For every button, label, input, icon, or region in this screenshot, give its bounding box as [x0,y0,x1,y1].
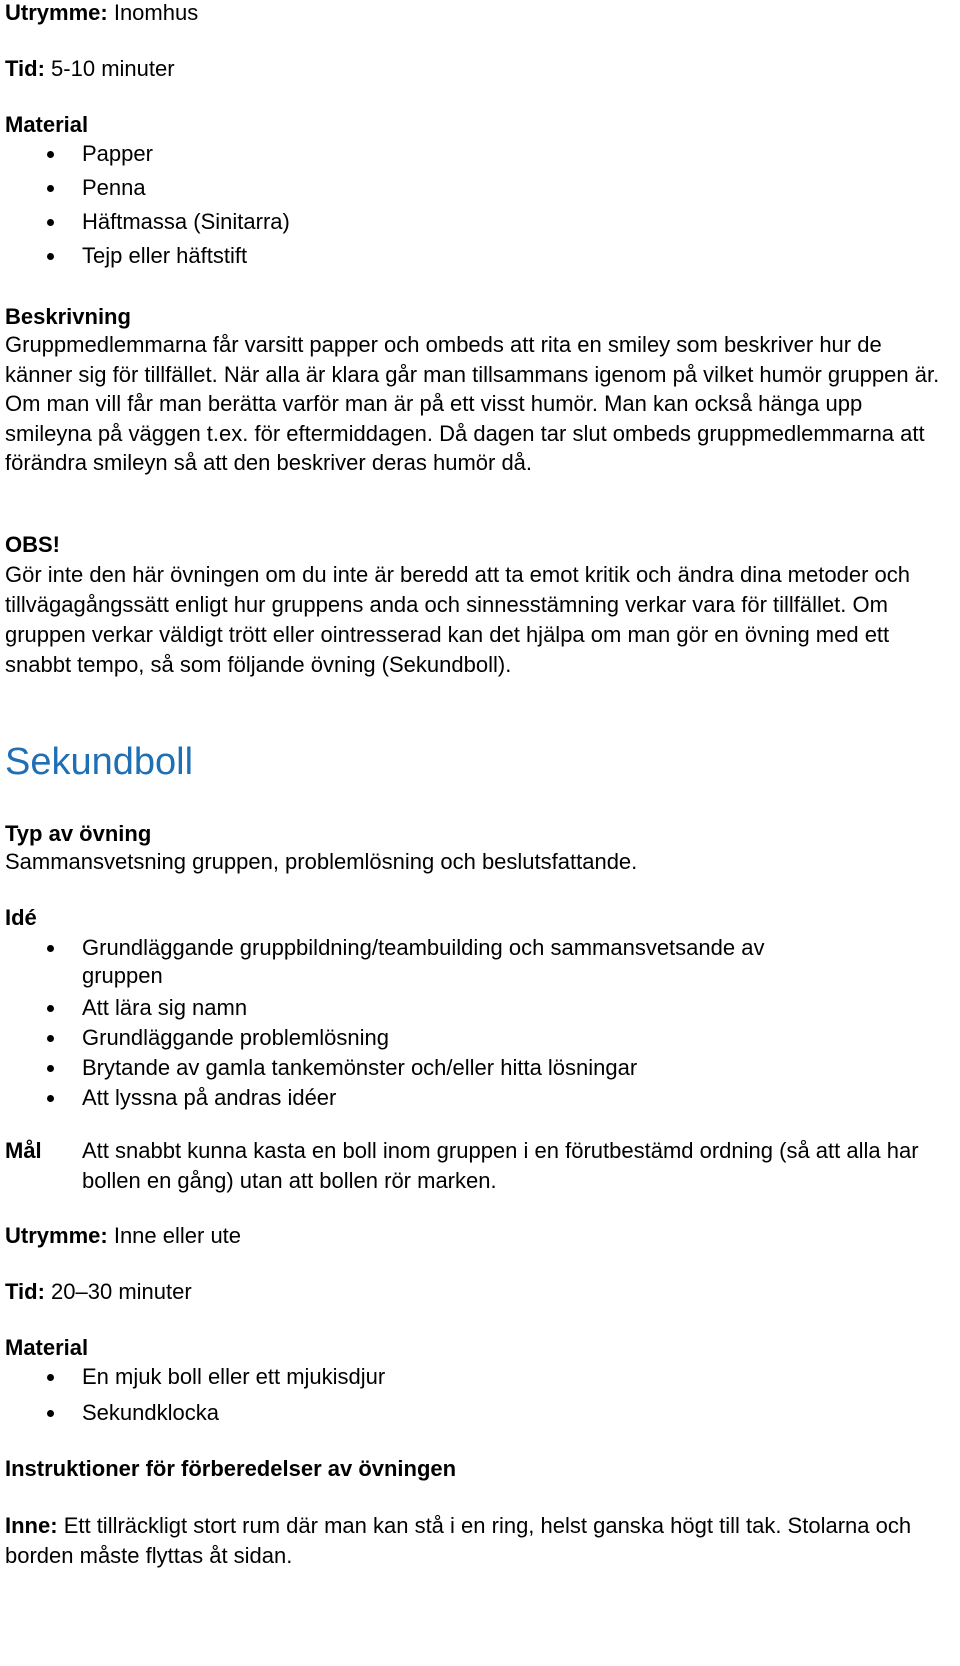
material-heading-2: Material [5,1335,89,1360]
obs-heading: OBS! [5,532,60,557]
bullet-icon [47,1095,54,1102]
tid-label: Tid: [5,1279,45,1304]
utrymme-value: Inne eller ute [113,1223,242,1248]
material-list-2 [5,1364,385,1434]
inne-paragraph [5,1511,950,1570]
list-item: Tejp eller häftstift [5,243,290,277]
bullet-icon [47,185,54,192]
beskrivning-text: Gruppmedlemmarna får varsitt papper och ombeds att rita en smiley som beskriver hur de känner sig för tillfället. När alla är klara går man tillsammans igenom på vilket humör gruppen är. Om man vill får man berätta varför man är på ett visst humör. Man kan också hänga upp smileyna på väggen t.ex. för eftermiddagen. Då dagen tar slut ombeds gruppmedlemmarna att förändra smileyn så att den beskriver deras humör då. [5,332,940,475]
utrymme-label: Utrymme: [5,1223,108,1248]
list-item: Grundläggande problemlösning [5,1025,764,1055]
typ-value: Sammansvetsning gruppen, problemlösning och beslutsfattande. [5,849,638,874]
list-item: Penna [5,175,290,209]
section-heading: Sekundboll [5,741,194,783]
tid-value: 20–30 minuter [51,1279,192,1304]
inne-text: Ett tillräckligt stort rum där man kan stå i en ring, helst ganska högt till tak. Stolarna och borden måste flyttas åt sidan. [5,1513,912,1568]
list-item: Sekundklocka [5,1400,385,1434]
obs-text: Gör inte den här övningen om du inte är beredd att ta emot kritik och ändra dina metoder och tillvägagångssätt enligt hur gruppens anda och sinnesstämning verkar vara för tillfället. Om gruppen verkar väldigt trött eller ointresserad kan det hjälpa om man gör en övning med ett snabbt tempo, så som följande övning (Sekundboll). [5,562,910,677]
utrymme-line-2 [5,1223,241,1249]
list-item: Att lyssna på andras idéer [5,1085,764,1115]
instruktioner-heading: Instruktioner för förberedelser av övningen [5,1456,457,1481]
bullet-icon [47,151,54,158]
tid-line-2 [5,1279,192,1305]
list-item-continuation: gruppen [82,963,163,988]
list-item: Papper [5,141,290,175]
list-item: Brytande av gamla tankemönster och/eller hitta lösningar [5,1055,764,1085]
bullet-icon [47,1374,54,1381]
tid-label: Tid: [5,56,45,81]
bullet-icon [47,1035,54,1042]
bullet-icon [47,1005,54,1012]
utrymme-label: Utrymme: [5,0,108,25]
tid-value: 5-10 minuter [51,56,175,81]
bullet-icon [47,1410,54,1417]
utrymme-line [5,0,198,26]
ide-list [5,935,764,1115]
bullet-icon [47,1065,54,1072]
material-heading: Material [5,112,89,137]
mal-label: Mål [5,1138,42,1163]
beskrivning-heading: Beskrivning [5,304,131,329]
tid-line [5,56,175,82]
bullet-icon [47,219,54,226]
mal-text: Att snabbt kunna kasta en boll inom gruppen i en förutbestämd ordning (så att alla har bollen en gång) utan att bollen rör marken. [82,1138,919,1193]
list-item: Grundläggande gruppbildning/teambuilding och sammansvetsande av [5,935,764,963]
bullet-icon [47,253,54,260]
list-item: En mjuk boll eller ett mjukisdjur [5,1364,385,1400]
utrymme-value: Inomhus [113,0,199,25]
bullet-icon [47,945,54,952]
ide-heading: Idé [5,905,37,930]
typ-heading: Typ av övning [5,821,152,846]
material-list [5,141,290,277]
inne-label: Inne: [5,1513,58,1538]
list-item: Att lära sig namn [5,995,764,1025]
list-item: Häftmassa (Sinitarra) [5,209,290,243]
